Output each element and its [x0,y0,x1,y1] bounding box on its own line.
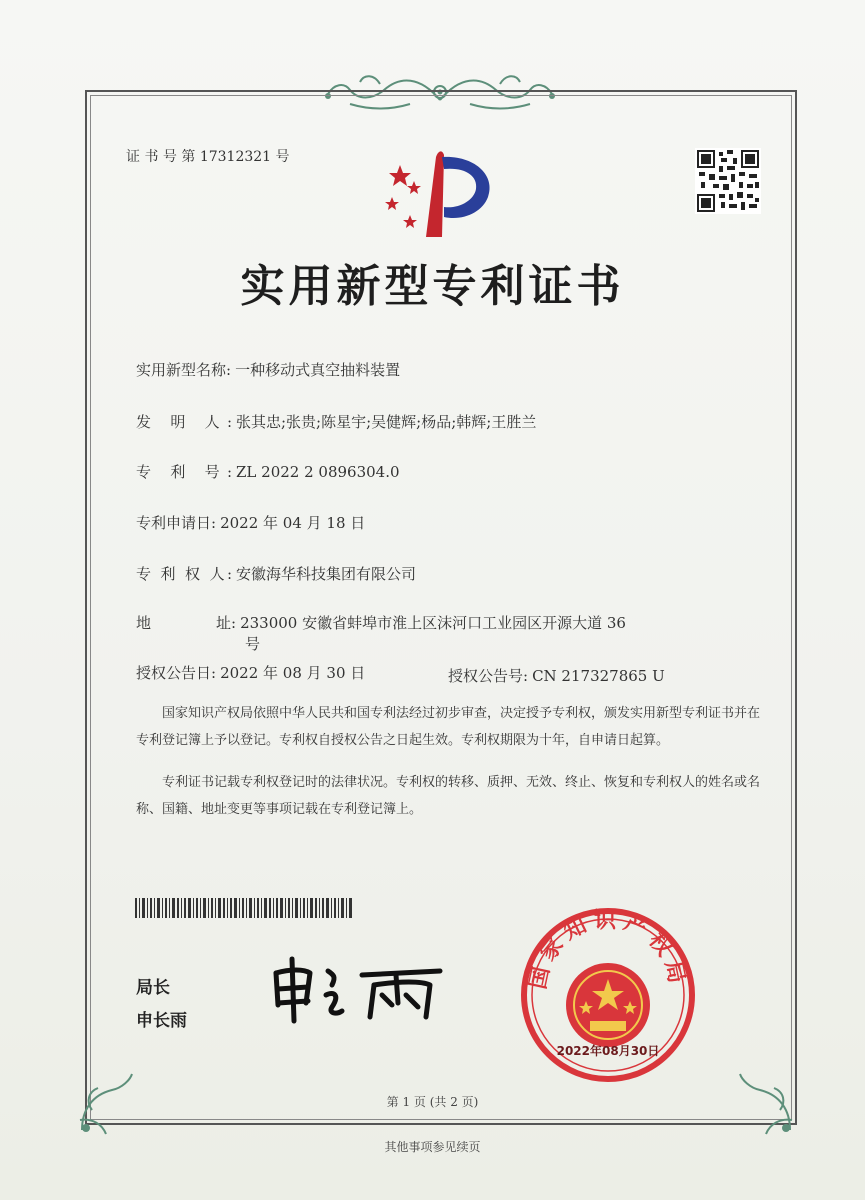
utility-name-value: 一种移动式真空抽料装置 [235,361,401,379]
patentee-label: 专 利 权 人: [136,565,232,583]
seal-text: 国家知识产权局 [525,908,691,992]
certificate-title: 实用新型专利证书 [240,261,625,312]
grant-number-row [448,665,665,686]
certificate-number-label: 证 书 号 第 [126,149,196,165]
address-label-second: 址: [216,614,237,632]
filing-date-label: 专利申请日: [136,514,217,532]
certificate-number [126,146,290,166]
qr-code-icon [695,148,761,214]
certificate-number-suffix: 号 [275,149,290,165]
notice-paragraph-2: 专利证书记载专利权登记时的法律状况。专利权的转移、质押、无效、终止、恢复和专利权人的姓名或名称、国籍、地址变更等事项记载在专利登记簿上。 [136,775,761,817]
footer-note: 其他事项参见续页 [384,1140,481,1154]
official-seal-icon [518,905,698,1085]
patentee-value: 安徽海华科技集团有限公司 [236,565,417,583]
utility-name-label: 实用新型名称: [136,361,232,379]
patent-number-value: ZL 2022 2 0896304.0 [236,463,400,481]
certificate-number-value: 17312321 [199,149,272,165]
seal-date: 2022年08月30日 [556,1044,660,1058]
inventor-label: 发 明 人: [136,413,232,431]
notice-paragraph-1: 国家知识产权局依照中华人民共和国专利法经过初步审查，决定授予专利权，颁发实用新型专利证书并在专利登记簿上予以登记。专利权自授权公告之日起生效。专利权期限为十年，自申请日起算。 [136,706,761,748]
handwritten-signature-icon [270,955,450,1025]
address-label-first: 地 [136,614,152,632]
patent-number-row [136,461,400,482]
director-name: 申长雨 [136,1011,187,1031]
director-title: 局长 [136,978,170,998]
grant-number-value: CN 217327865 U [532,667,665,685]
grant-date-row [136,662,365,683]
address-line-1: 233000 安徽省蚌埠市淮上区沫河口工业园区开源大道 36 [240,614,626,632]
grant-date-value: 2022 年 08 月 30 日 [220,664,366,682]
address-row [136,612,626,633]
inventor-row [136,411,536,432]
grant-number-label: 授权公告号: [448,667,529,685]
address-row-continued [245,633,260,654]
grant-date-label: 授权公告日: [136,664,217,682]
filing-date-row [136,512,365,533]
barcode-icon [135,898,353,918]
inventor-value: 张其忠;张贵;陈星宇;吴健辉;杨品;韩辉;王胜兰 [236,413,537,431]
patent-number-label: 专 利 号: [136,463,232,481]
address-line-2: 号 [245,635,261,653]
utility-name-row [136,359,400,380]
patentee-row [136,563,416,584]
patent-office-logo-icon [378,145,498,245]
filing-date-value: 2022 年 04 月 18 日 [220,514,366,532]
page-info: 第 1 页 (共 2 页) [386,1095,479,1109]
